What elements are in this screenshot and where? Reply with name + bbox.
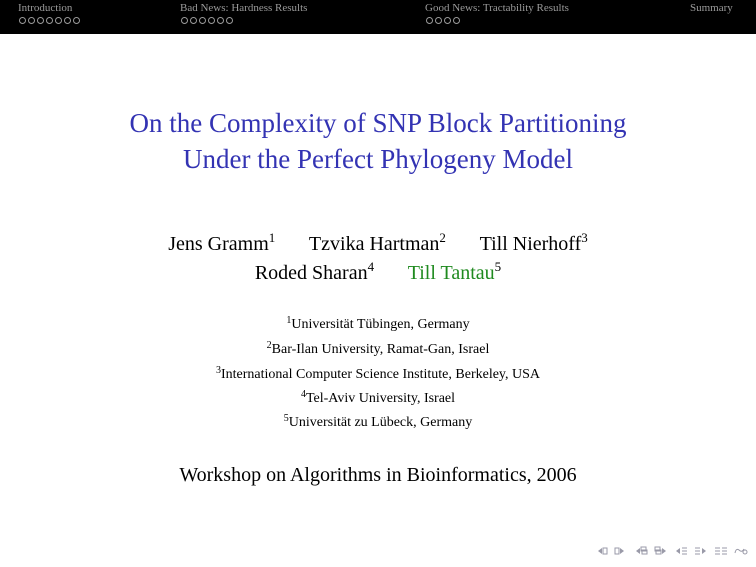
affiliation xyxy=(0,391,756,407)
affiliation-text: Universität Tübingen, Germany xyxy=(291,317,470,332)
frame-dot[interactable] xyxy=(226,17,233,24)
affiliation-text: Universität zu Lübeck, Germany xyxy=(288,415,473,430)
affiliation xyxy=(0,317,756,333)
author-affiliation-mark: 2 xyxy=(439,230,446,245)
section-bad-news[interactable]: Bad News: Hardness Results xyxy=(180,2,308,14)
frame-dot[interactable] xyxy=(199,17,206,24)
author-name-highlighted: Till Tantau xyxy=(407,262,495,284)
authors-line-2 xyxy=(0,259,756,285)
author-affiliation-mark: 4 xyxy=(367,259,375,274)
author-name: Tzvika Hartman xyxy=(308,233,440,255)
nav-left-subsection-icon[interactable] xyxy=(634,545,648,557)
nav-left-frame-icon[interactable] xyxy=(594,545,608,557)
affiliation-text: Bar-Ilan University, Ramat-Gan, Israel xyxy=(271,342,490,357)
navigation-symbols xyxy=(594,545,748,557)
affiliation-text: International Computer Science Institute, Berkeley, USA xyxy=(220,367,541,382)
affiliation-mark: 2 xyxy=(266,340,272,351)
section-introduction-dots[interactable] xyxy=(19,17,80,24)
nav-right-section-icon[interactable] xyxy=(694,545,708,557)
frame-dot[interactable] xyxy=(453,17,460,24)
frame-dot[interactable] xyxy=(28,17,35,24)
affiliation xyxy=(0,415,756,431)
frame-dot[interactable] xyxy=(435,17,442,24)
affiliation-mark: 1 xyxy=(286,315,292,326)
author-name: Jens Gramm xyxy=(168,233,269,255)
author-affiliation-mark: 3 xyxy=(581,230,588,245)
author-name: Till Nierhoff xyxy=(479,233,582,255)
frame-dot[interactable] xyxy=(64,17,71,24)
nav-search-icon[interactable] xyxy=(734,545,748,557)
affiliation xyxy=(0,367,756,383)
section-bad-news-dots[interactable] xyxy=(181,17,233,24)
event-name: Workshop on Algorithms in Bioinformatics, 2006 xyxy=(179,464,577,486)
author-affiliation-mark: 5 xyxy=(494,259,502,274)
frame-dot[interactable] xyxy=(190,17,197,24)
affiliation-mark: 3 xyxy=(215,365,221,376)
affiliation-mark: 5 xyxy=(283,413,289,424)
slide-title-line-2: Under the Perfect Phylogeny Model xyxy=(183,144,573,174)
affiliation-text: Tel-Aviv University, Israel xyxy=(305,391,456,406)
nav-right-subsection-icon[interactable] xyxy=(654,545,668,557)
frame-dot[interactable] xyxy=(208,17,215,24)
frame-dot[interactable] xyxy=(55,17,62,24)
section-summary[interactable]: Summary xyxy=(690,2,733,14)
section-introduction[interactable]: Introduction xyxy=(18,2,73,14)
frame-dot[interactable] xyxy=(444,17,451,24)
author-affiliation-mark: 1 xyxy=(268,230,276,245)
affiliation-mark: 4 xyxy=(300,389,306,400)
nav-outline-icon[interactable] xyxy=(714,545,728,557)
slide-title-line-1: On the Complexity of SNP Block Partitioning xyxy=(129,108,627,138)
nav-left-section-icon[interactable] xyxy=(674,545,688,557)
frame-dot[interactable] xyxy=(73,17,80,24)
frame-dot[interactable] xyxy=(426,17,433,24)
frame-dot[interactable] xyxy=(37,17,44,24)
section-good-news-dots[interactable] xyxy=(426,17,460,24)
authors-line-1 xyxy=(0,230,756,256)
section-good-news[interactable]: Good News: Tractability Results xyxy=(425,2,569,14)
frame-dot[interactable] xyxy=(181,17,188,24)
frame-dot[interactable] xyxy=(19,17,26,24)
nav-right-frame-icon[interactable] xyxy=(614,545,628,557)
affiliation xyxy=(0,342,756,358)
author-name: Roded Sharan xyxy=(254,262,368,284)
frame-dot[interactable] xyxy=(46,17,53,24)
navigation-bar xyxy=(0,0,756,34)
frame-dot[interactable] xyxy=(217,17,224,24)
